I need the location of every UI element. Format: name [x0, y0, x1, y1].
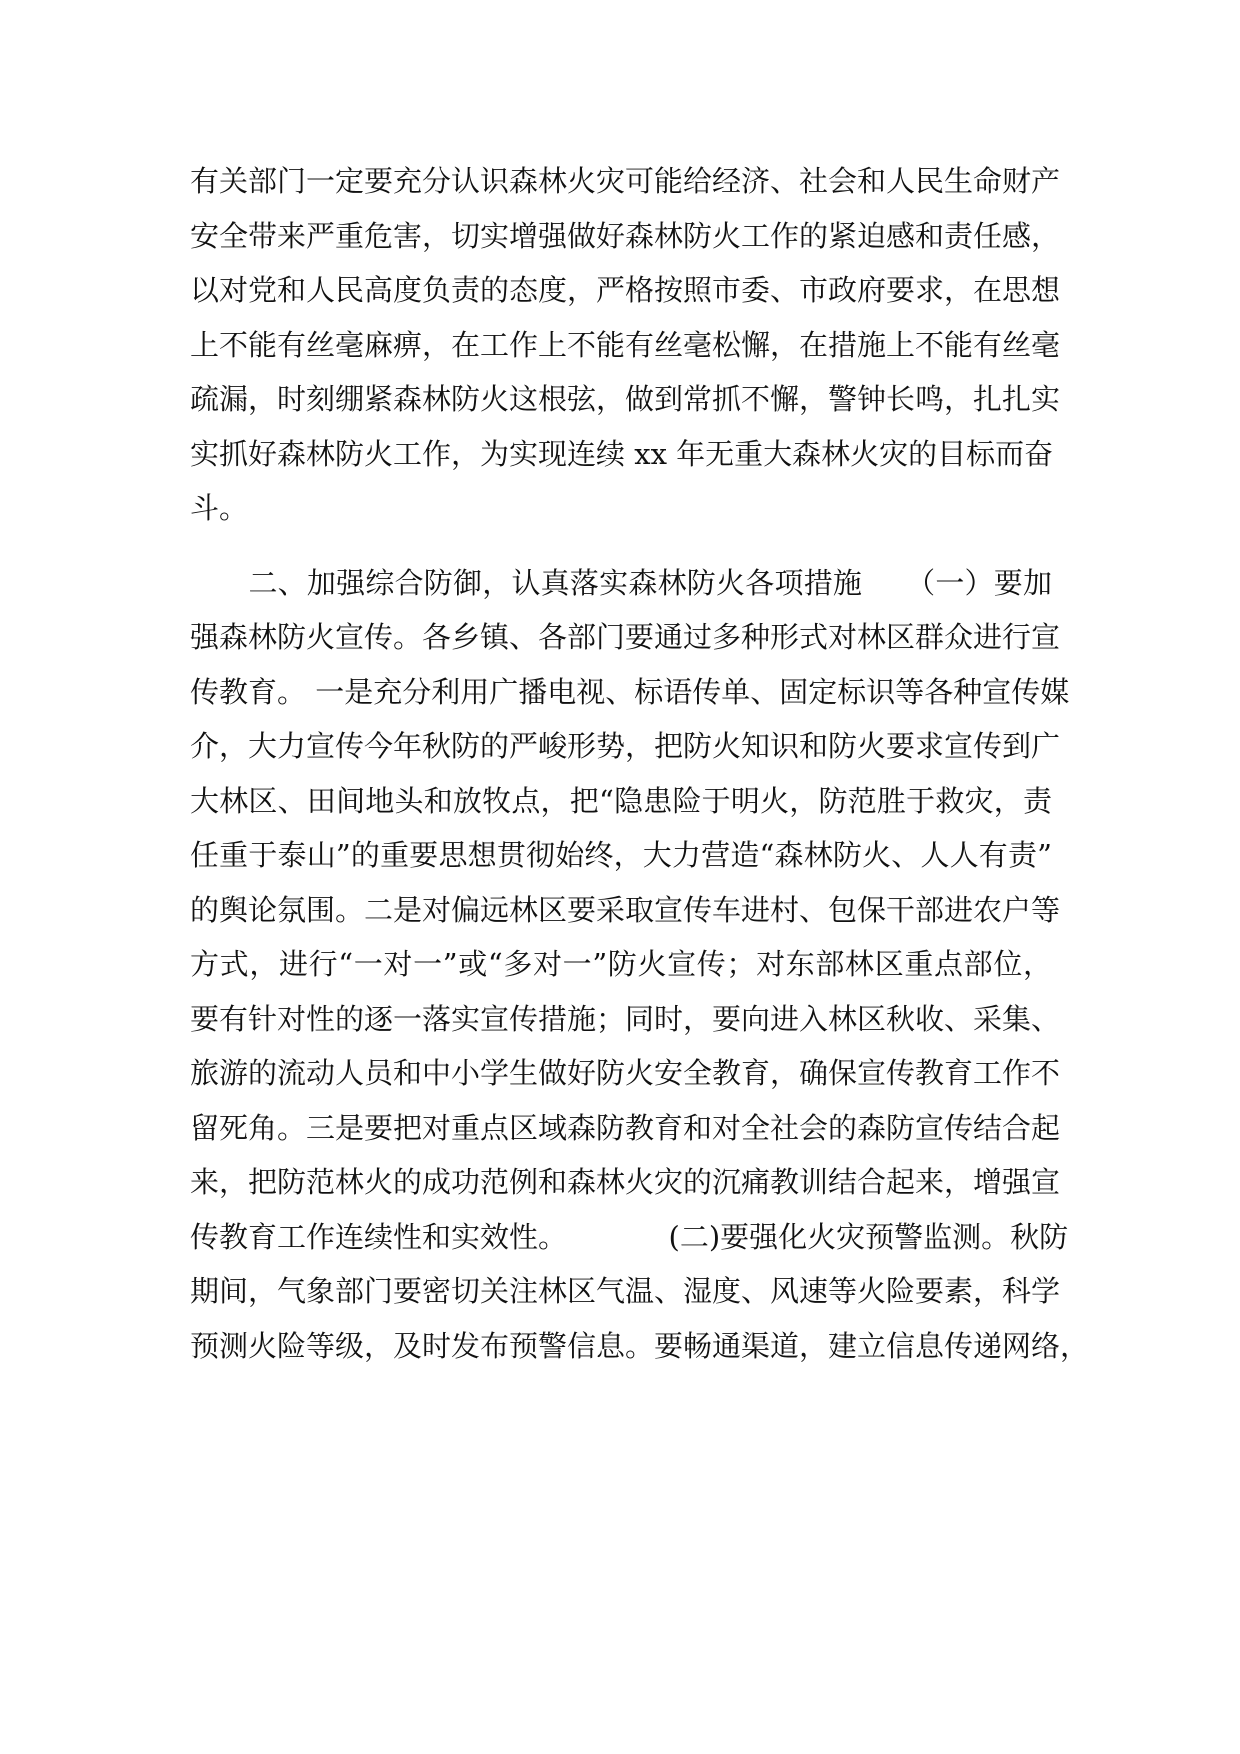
text-line: 斗。	[190, 491, 249, 525]
text-line: 传教育工作连续性和实效性。 (二)要强化火灾预警监测。秋防	[190, 1219, 1069, 1254]
text-line: 以对党和人民高度负责的态度，严格按照市委、市政府要求，在思想	[190, 273, 1061, 307]
section-heading-line: 二、加强综合防御，认真落实森林防火各项措施 （一）要加	[190, 565, 1052, 600]
text-line: 有关部门一定要充分认识森林火灾可能给经济、社会和人民生命财产	[190, 164, 1061, 198]
text-line: 大林区、田间地头和放牧点，把“隐患险于明火，防范胜于救灾，责	[190, 783, 1052, 818]
text-line: 要有针对性的逐一落实宣传措施；同时，要向进入林区秋收、采集、	[190, 1001, 1061, 1036]
text-line: 方式，进行“一对一”或“多对一”防火宣传；对东部林区重点部位，	[190, 947, 1052, 981]
paragraph-spacer	[190, 536, 1052, 556]
document-body	[190, 154, 1090, 1373]
text-line: 上不能有丝毫麻痹，在工作上不能有丝毫松懈，在措施上不能有丝毫	[190, 327, 1061, 362]
text-line: 的舆论氛围。二是对偏远林区要采取宣传车进村、包保干部进农户等	[190, 892, 1061, 927]
text-line: 传教育。 一是充分利用广播电视、标语传单、固定标识等各种宣传媒	[190, 674, 1070, 709]
text-line: 期间，气象部门要密切关注林区气温、湿度、风速等火险要素，科学	[190, 1274, 1061, 1308]
text-line: 旅游的流动人员和中小学生做好防火安全教育，确保宣传教育工作不	[190, 1056, 1061, 1090]
paragraph-responsibility	[190, 154, 1061, 536]
text-line: 介，大力宣传今年秋防的严峻形势，把防火知识和防火要求宣传到广	[190, 729, 1061, 763]
text-line: 任重于泰山”的重要思想贯彻始终，大力营造“森林防火、人人有责”	[190, 838, 1052, 872]
text-line: 安全带来严重危害，切实增强做好森林防火工作的紧迫感和责任感，	[190, 218, 1061, 253]
text-line: 强森林防火宣传。各乡镇、各部门要通过多种形式对林区群众进行宣	[190, 620, 1061, 654]
text-line: 来，把防范林火的成功范例和森林火灾的沉痛教训结合起来，增强宣	[190, 1165, 1061, 1199]
paragraph-comprehensive-defense	[190, 556, 1090, 1374]
text-line: 留死角。三是要把对重点区域森防教育和对全社会的森防宣传结合起	[190, 1110, 1061, 1145]
text-line: 实抓好森林防火工作，为实现连续 xx 年无重大森林火灾的目标而奋	[190, 436, 1054, 471]
text-line: 预测火险等级，及时发布预警信息。要畅通渠道，建立信息传递网络，	[190, 1328, 1090, 1363]
text-line: 疏漏，时刻绷紧森林防火这根弦，做到常抓不懈，警钟长鸣，扎扎实	[190, 382, 1061, 416]
